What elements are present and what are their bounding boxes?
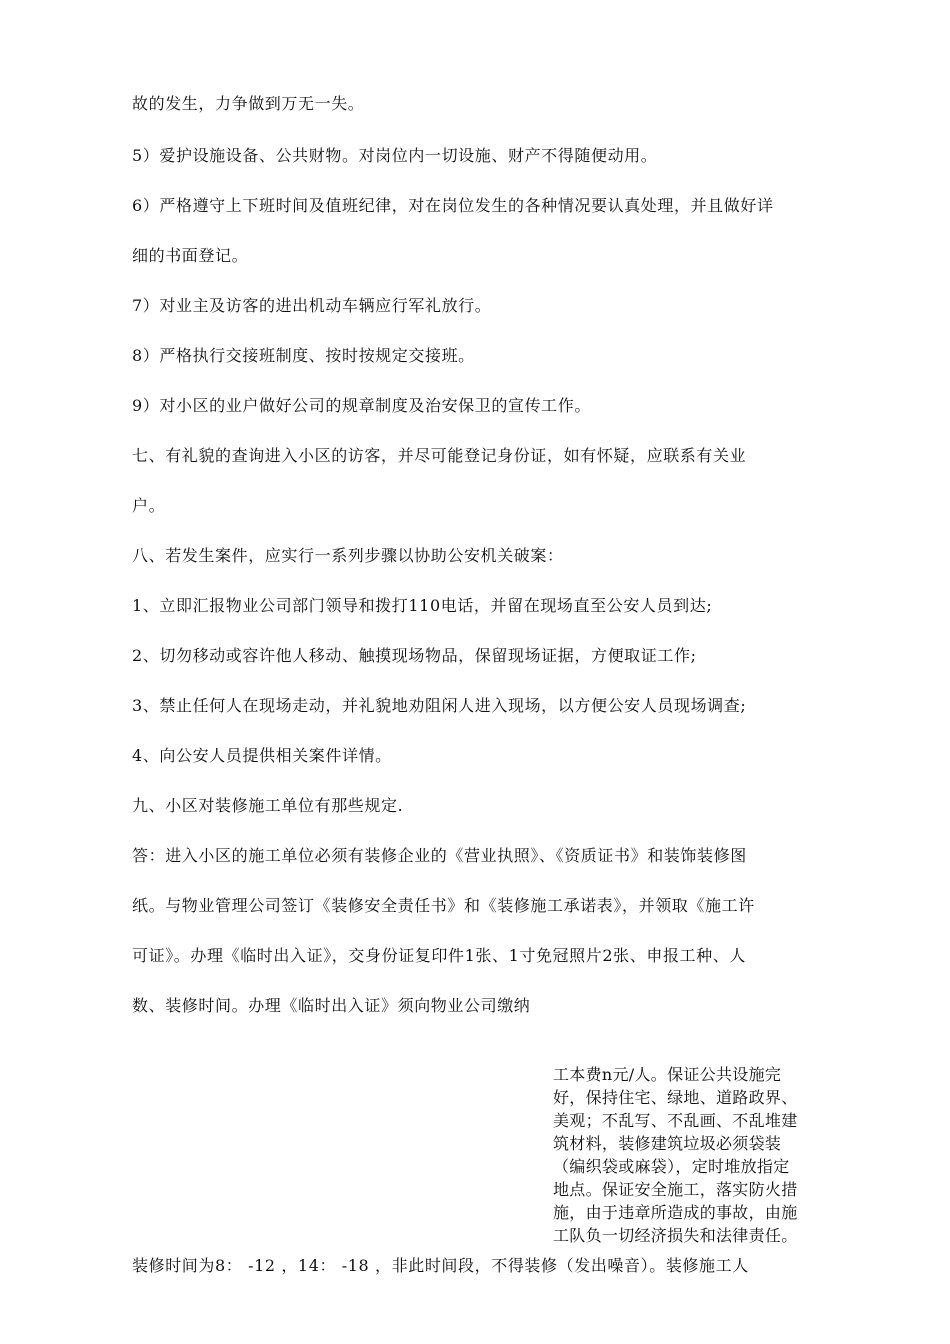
- side-text-line: 筑材料，装修建筑垃圾必须袋装: [553, 1134, 782, 1153]
- paragraph-line: 3、禁止任何人在现场走动，并礼貌地劝阻闲人进入现场，以方便公安人员现场调查;: [132, 696, 747, 715]
- side-text-line: 地点。保证安全施工，落实防火措: [553, 1180, 798, 1199]
- paragraph-line: 九、小区对装修施工单位有那些规定.: [132, 796, 404, 815]
- paragraph-line: 5）爱护设施设备、公共财物。对岗位内一切设施、财产不得随便动用。: [132, 146, 658, 165]
- paragraph-line: 八、若发生案件，应实行一系列步骤以协助公安机关破案：: [132, 546, 564, 565]
- paragraph-line: 4、向公安人员提供相关案件详情。: [132, 746, 392, 765]
- paragraph-line: 故的发生，力争做到万无一失。: [132, 94, 365, 113]
- paragraph-line: 6）严格遵守上下班时间及值班纪律，对在岗位发生的各种情况要认真处理，并且做好详: [132, 196, 774, 215]
- paragraph-line: 数、装修时间。办理《临时出入证》须向物业公司缴纳: [132, 996, 531, 1015]
- paragraph-line: 答：进入小区的施工单位必须有装修企业的《营业执照》、《资质证书》和装饰装修图: [132, 846, 747, 865]
- paragraph-line-last: 装修时间为8： -12 ，14： -18 ，非此时间段，不得装修（发出噪音）。装修施工人: [132, 1256, 749, 1275]
- side-text-line: （编织袋或麻袋），定时堆放指定: [553, 1157, 790, 1176]
- paragraph-line: 7）对业主及访客的进出机动车辆应行军礼放行。: [132, 296, 492, 315]
- side-text-line: 工本费n元/人。保证公共设施完: [553, 1065, 782, 1084]
- side-text-line: 施，由于违章所造成的事故，由施: [553, 1203, 798, 1222]
- side-text-block: [553, 1063, 833, 1247]
- paragraph-line: 2、切勿移动或容许他人移动、触摸现场物品，保留现场证据，方便取证工作;: [132, 646, 697, 665]
- paragraph-line: 七、有礼貌的查询进入小区的访客，并尽可能登记身份证，如有怀疑，应联系有关业: [132, 446, 747, 465]
- side-text-line: 工队负一切经济损失和法律责任。: [553, 1226, 798, 1245]
- paragraph-line: 细的书面登记。: [132, 246, 249, 265]
- paragraph-line: 可证》。办理《临时出入证》，交身份证复印件1张、1寸免冠照片2张、申报工种、人: [132, 946, 746, 965]
- paragraph-line: 纸。与物业管理公司签订《装修安全责任书》和《装修施工承诺表》，并领取《施工许: [132, 896, 755, 915]
- side-text-line: 美观；不乱写、不乱画、不乱堆建: [553, 1111, 798, 1130]
- paragraph-line: 9）对小区的业户做好公司的规章制度及治安保卫的宣传工作。: [132, 396, 591, 415]
- side-text-line: 好，保持住宅、绿地、道路政界、: [553, 1088, 798, 1107]
- paragraph-line: 1、立即汇报物业公司部门领导和拨打110电话，并留在现场直至公安人员到达;: [132, 596, 713, 615]
- paragraph-line: 8）严格执行交接班制度、按时按规定交接班。: [132, 346, 475, 365]
- paragraph-line: 户。: [132, 496, 166, 515]
